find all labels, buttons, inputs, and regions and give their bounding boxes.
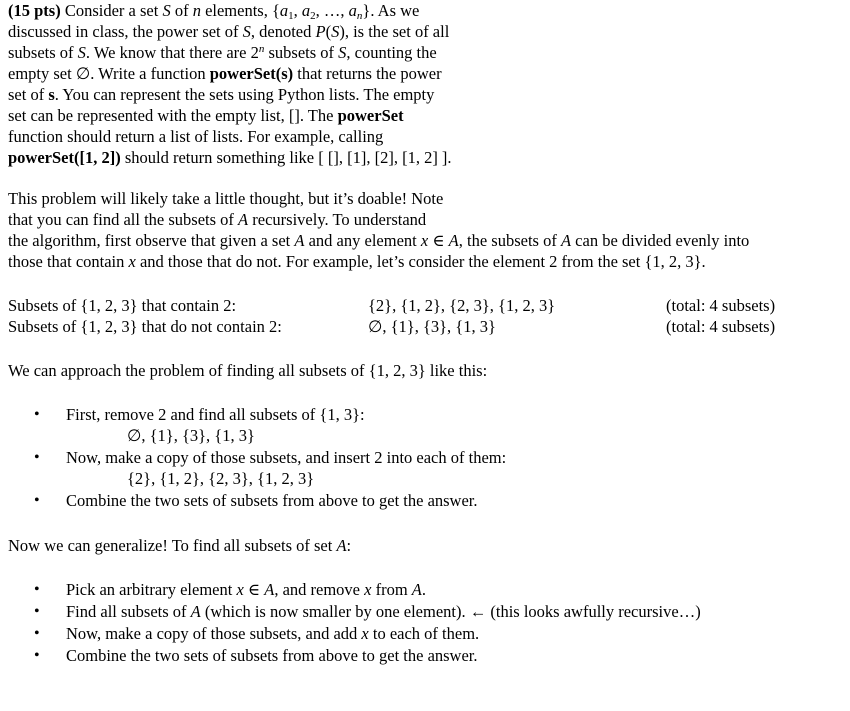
text: Now we can generalize! To find all subsets of set: [8, 536, 337, 555]
var: S: [242, 22, 251, 41]
subscript: 2: [310, 10, 316, 22]
text: (which is now smaller by one element).: [200, 602, 470, 621]
list-item-detail: ∅, {1}, {3}, {1, 3}: [127, 426, 255, 445]
table-row-total: (total: 4 subsets): [666, 317, 776, 336]
text: Find all subsets of: [66, 602, 191, 621]
var: A: [336, 536, 347, 555]
table-row-label: Subsets of {1, 2, 3} that do not contain 2:: [8, 317, 282, 336]
text: from: [371, 580, 412, 599]
intro-line-6: [8, 105, 404, 127]
text: .: [421, 580, 427, 599]
text: those that contain: [8, 252, 129, 271]
text: (: [325, 22, 332, 41]
var: S: [77, 43, 86, 62]
text: , the subsets of: [458, 231, 561, 250]
var: A: [560, 231, 572, 250]
table-row-sets: {2}, {1, 2}, {2, 3}, {1, 2, 3}: [368, 296, 556, 315]
var: x: [361, 624, 369, 643]
points-label: (15 pts): [8, 1, 61, 20]
para2-line-3: [8, 230, 749, 252]
text: :: [346, 536, 352, 555]
bullet-icon: •: [34, 603, 40, 620]
function-call: powerSet([1, 2]): [8, 148, 121, 167]
var: a: [348, 1, 357, 20]
text: subsets of: [264, 43, 339, 62]
para2-line-2: [8, 209, 426, 231]
var: A: [190, 602, 201, 621]
text: }. As we: [362, 1, 420, 20]
text: ∈: [243, 580, 265, 599]
var: A: [411, 580, 422, 599]
function-name: powerSet(s): [209, 64, 294, 83]
text: . You can represent the sets using Python lists. The empty: [54, 85, 435, 104]
left-arrow-icon: ←: [469, 602, 487, 621]
intro-line-1: [8, 0, 419, 22]
generalize-heading: [8, 535, 351, 557]
table-row-total: (total: 4 subsets): [666, 296, 776, 315]
superscript: n: [258, 43, 265, 55]
var: x: [128, 252, 136, 271]
param-name: s: [48, 85, 55, 104]
intro-line-8: [8, 147, 452, 169]
text: (this looks awfully recursive…): [486, 602, 701, 621]
bullet-icon: •: [34, 581, 40, 598]
text: that returns the power: [293, 64, 442, 83]
text: . We know that there are 2: [85, 43, 259, 62]
var: S: [331, 22, 340, 41]
list-item-detail: {2}, {1, 2}, {2, 3}, {1, 2, 3}: [127, 469, 315, 488]
table-row-sets: ∅, {1}, {3}, {1, 3}: [368, 317, 496, 336]
var: x: [364, 580, 372, 599]
function-name: powerSet: [337, 106, 404, 125]
var: A: [238, 210, 249, 229]
var: n: [192, 1, 201, 20]
text: and any element: [304, 231, 421, 250]
bullet-icon: •: [34, 647, 40, 664]
intro-line-2: [8, 21, 449, 43]
intro-line-3: [8, 42, 437, 64]
bullet-icon: •: [34, 449, 40, 466]
bullet-icon: •: [34, 492, 40, 509]
table-row-label: Subsets of {1, 2, 3} that contain 2:: [8, 296, 237, 315]
text: recursively. To understand: [248, 210, 427, 229]
text: can be divided evenly into: [571, 231, 750, 250]
text: Consider a set: [64, 1, 163, 20]
text: , and remove: [274, 580, 365, 599]
text: Pick an arbitrary element: [66, 580, 237, 599]
subscript: 1: [288, 10, 294, 22]
var: A: [448, 231, 459, 250]
text: subsets of: [8, 43, 78, 62]
text: , denoted: [250, 22, 316, 41]
subscript: n: [356, 10, 363, 22]
text: ), is the set of all: [339, 22, 450, 41]
text: that you can find all the subsets of: [8, 210, 239, 229]
text: of: [170, 1, 193, 20]
text: ,: [293, 1, 302, 20]
text: , counting the: [346, 43, 437, 62]
var: a: [279, 1, 289, 20]
text: Now, make a copy of those subsets, and add: [66, 624, 362, 643]
var: A: [294, 231, 305, 250]
bullet-icon: •: [34, 406, 40, 423]
text: elements, {: [200, 1, 280, 20]
var: x: [420, 231, 429, 250]
para2-line-4: [8, 251, 706, 273]
text: the algorithm, first observe that given a set: [8, 231, 295, 250]
list-item: Combine the two sets of subsets from above to get the answer.: [66, 646, 478, 665]
intro-line-7: function should return a list of lists. For example, calling: [8, 127, 384, 146]
list-item: [66, 579, 426, 601]
var: P: [315, 22, 326, 41]
var: A: [264, 580, 275, 599]
intro-line-5: [8, 84, 434, 106]
bullet-icon: •: [34, 625, 40, 642]
var: a: [301, 1, 311, 20]
list-item: [66, 601, 701, 623]
var: S: [338, 43, 347, 62]
text: empty set ∅. Write a function: [8, 64, 210, 83]
text: to each of them.: [368, 624, 480, 643]
list-item: Combine the two sets of subsets from above to get the answer.: [66, 491, 478, 510]
list-item: Now, make a copy of those subsets, and insert 2 into each of them:: [66, 448, 507, 467]
text: set can be represented with the empty list, []. The: [8, 106, 338, 125]
approach-heading: We can approach the problem of finding all subsets of {1, 2, 3} like this:: [8, 361, 488, 380]
text: ∈: [428, 231, 449, 250]
text: should return something like [ [], [1], [2], [1, 2] ].: [120, 148, 452, 167]
para2-line-1: This problem will likely take a little thought, but it’s doable! Note: [8, 189, 444, 208]
intro-line-4: [8, 63, 442, 85]
list-item: First, remove 2 and find all subsets of {1, 3}:: [66, 405, 365, 424]
text: , …,: [315, 1, 349, 20]
list-item: [66, 623, 479, 645]
text: set of: [8, 85, 49, 104]
text: discussed in class, the power set of: [8, 22, 243, 41]
var: x: [236, 580, 244, 599]
var: S: [162, 1, 171, 20]
text: and those that do not. For example, let’s consider the element 2 from the set {1, 2, 3}.: [135, 252, 706, 271]
